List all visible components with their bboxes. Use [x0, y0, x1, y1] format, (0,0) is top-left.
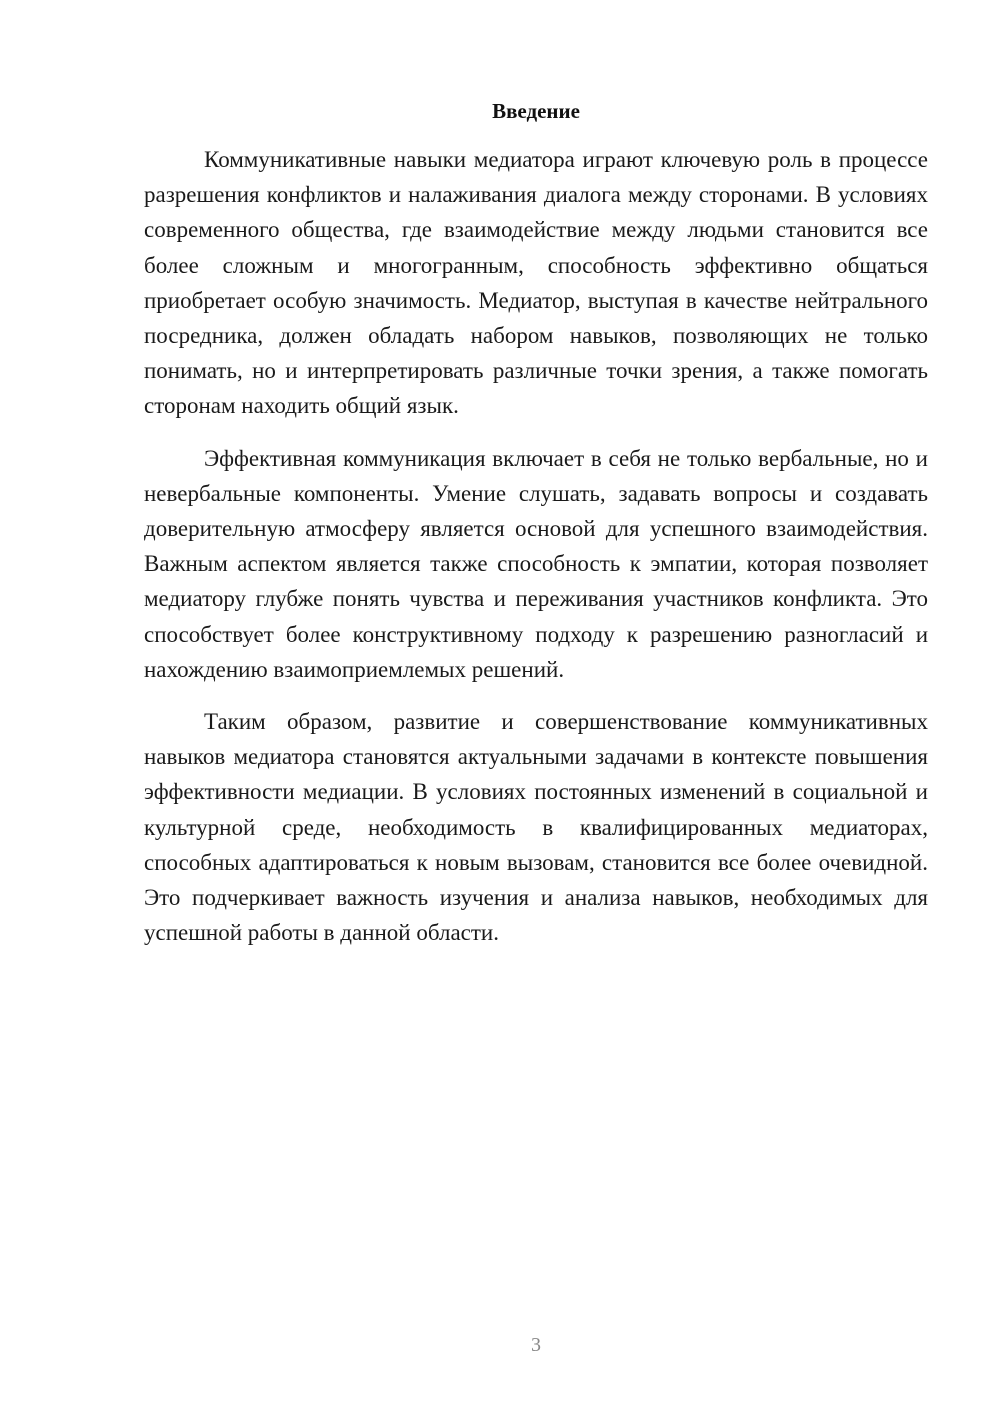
paragraph-1: Коммуникативные навыки медиатора играют ключевую роль в процессе разрешения конфликтов и налаживания диалога между сторонами. В условиях современного общества, где взаимодействие между людьми становится все более сложным и многогранным, способность эффективно общаться приобретает особую значимость. Медиатор, выступая в качестве нейтрального посредника, должен обладать набором навыков, позволяющих не только понимать, но и интерпретировать различные точки зрения, а также помогать сторонам находить общий язык. [144, 147, 928, 419]
body-text [144, 142, 928, 967]
paragraph-2: Эффективная коммуникация включает в себя не только вербальные, но и невербальные компоненты. Умение слушать, задавать вопросы и создавать доверительную атмосферу является основой для успешного взаимодействия. Важным аспектом является также способность к эмпатии, которая позволяет медиатору глубже понять чувства и переживания участников конфликта. Это способствует более конструктивному подходу к разрешению разногласий и нахождению взаимоприемлемых решений. [144, 445, 928, 682]
page-number: 3 [531, 1334, 541, 1356]
section-heading: Введение [492, 99, 580, 123]
paragraph-3: Таким образом, развитие и совершенствование коммуникативных навыков медиатора становятся актуальными задачами в контексте повышения эффективности медиации. В условиях постоянных изменений в социальной и культурной среде, необходимость в квалифицированных медиаторах, способных адаптироваться к новым вызовам, становится все более очевидной. Это подчеркивает важность изучения и анализа навыков, необходимых для успешной работы в данной области. [144, 709, 928, 946]
